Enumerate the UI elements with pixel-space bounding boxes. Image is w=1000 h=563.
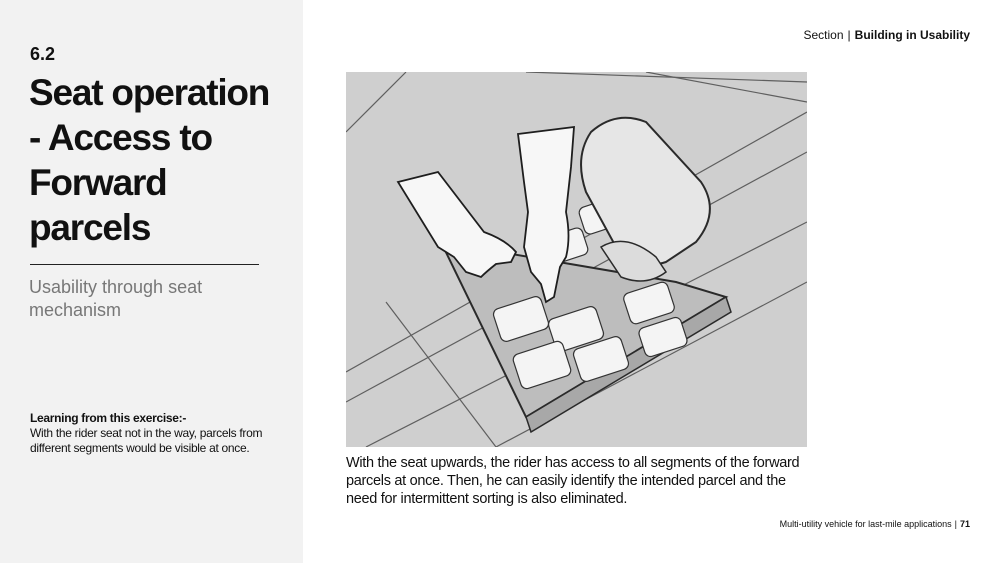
footer-separator: | — [954, 519, 957, 529]
sketch-illustration — [346, 72, 807, 447]
page-title: Seat operation - Access to Forward parcels — [29, 72, 270, 248]
section-name: Building in Usability — [854, 28, 970, 42]
header-separator: | — [847, 28, 851, 42]
section-label: Section — [803, 28, 844, 42]
seat-sketch-drawing — [346, 72, 807, 447]
illustration-caption: With the seat upwards, the rider has access to all segments of the forward parcels at once. Then, he can easily identify the intended parcel and the need for intermittent sorting is also eliminated. — [346, 455, 800, 507]
section-number: 6.2 — [30, 44, 56, 64]
section-header — [804, 28, 971, 42]
page-subtitle: Usability through seat mechanism — [29, 277, 203, 320]
left-panel — [0, 0, 303, 563]
learning-body: With the rider seat not in the way, parcels from different segments would be visible at once. — [30, 426, 263, 455]
page-number: 71 — [959, 519, 970, 529]
document-title: Multi-utility vehicle for last-mile applications — [779, 519, 952, 529]
title-divider — [30, 264, 259, 265]
page-footer — [780, 519, 970, 529]
learning-heading: Learning from this exercise:- — [30, 411, 187, 425]
